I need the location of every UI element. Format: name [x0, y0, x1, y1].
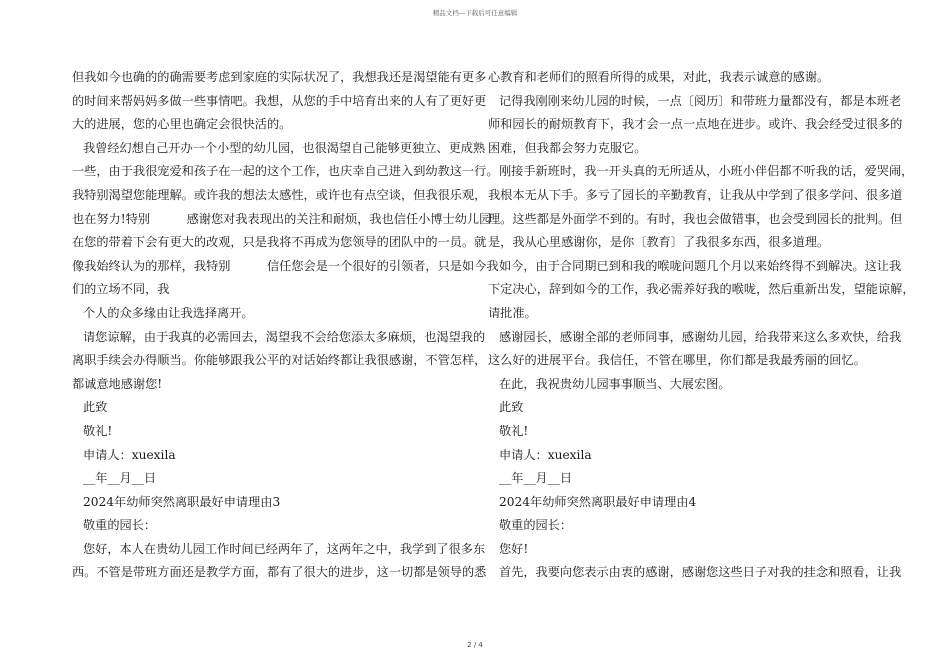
text-line: __年__月__日 [83, 471, 157, 486]
text-line: 下定决心，辞到如今的工作，我必需养好我的喉咙，然后重新出发，望能谅解， [488, 282, 915, 297]
text-line: 2024年幼师突然离职最好申请理由3 [83, 494, 281, 509]
text-line: 记得我刚刚来幼儿园的时候，一点〔阅历〕和带班力量都没有，都是本班老 [499, 93, 902, 108]
text-line: 也在努力!特别 感谢您对我表现出的关注和耐烦，我也信任小博士幼儿园 [72, 211, 492, 226]
text-line: 我根本无从下手。多亏了园长的辛勤教育，让我从中学到了很多学问、很多道 [488, 187, 903, 202]
text-line: 心教育和老师们的照看所得的成果，对此，我表示诚意的感谢。 [488, 70, 830, 84]
text-line: 敬礼! [499, 423, 529, 438]
text-line: 请您谅解，由于我真的必需回去，渴望我不会给您添太多麻烦，也渴望我的 [83, 329, 486, 344]
text-line: 们的立场不同，我 [72, 282, 170, 297]
text-line: 在您的带着下会有更大的改观，只是我将不再成为您领导的团队中的一员。就 [72, 235, 487, 250]
text-line: 困难，但我都会努力克服它。 [488, 140, 647, 155]
text-line: 感谢园长，感谢全部的老师同事，感谢幼儿园，给我带来这么多欢快，给我 [499, 329, 902, 344]
text-line: 大的进展，您的心里也确定会很快活的。 [72, 117, 292, 132]
text-line: 但我如今也确的的确需要考虑到家庭的实际状况了，我想我还是渴望能有更多 [72, 70, 487, 84]
text-line: 在此，我祝贵幼儿园事事顺当、大展宏图。 [499, 376, 731, 391]
text-line: 个人的众多缘由让我选择离开。 [83, 305, 254, 320]
text-line: 申请人：xuexila [499, 447, 592, 462]
text-line: 如今，由于合同期已到和我的喉咙问题几个月以来始终得不到解决。这让我 [499, 258, 902, 273]
text-line: 申请人：xuexila [83, 447, 176, 462]
text-line: 您好! [499, 541, 529, 556]
text-line: __年__月__日 [499, 471, 573, 486]
page-header: 精品文档---下载后可任意编辑 [432, 9, 518, 17]
text-line: 此致 [499, 400, 524, 415]
text-line: 一些，由于我很宠爱和孩子在一起的这个工作，也庆幸自己进入到幼教这一行。 [72, 164, 499, 179]
right-text-column [488, 66, 915, 585]
text-line: 的时间来帮妈妈多做一些事情吧。我想，从您的手中培育出来的人有了更好更 [72, 93, 487, 108]
text-line: 我特别渴望您能理解。或许我的想法太感性，或许也有点空谈，但我很乐观， [72, 187, 487, 202]
text-line: 离职手续会办得顺当。你能够跟我公平的对话始终都让我很感谢，不管怎样， [72, 353, 487, 368]
text-line: 是，我从心里感谢你，是你〔教育〕了我很多东西，很多道理。 [488, 235, 830, 250]
text-line: 理。这些都是外面学不到的。有时，我也会做错事，也会受到园长的批判。但 [488, 211, 903, 226]
text-line: 像我始终认为的那样，我特别 信任您会是一个很好的引领者，只是如今我 [72, 258, 499, 273]
text-line: 请批准。 [488, 305, 537, 320]
text-line: 此致 [83, 400, 108, 415]
text-line: 您好，本人在贵幼儿园工作时间已经两年了，这两年之中，我学到了很多东 [83, 541, 486, 556]
text-line: 都诚意地感谢您! [72, 376, 163, 391]
text-line: 师和园长的耐烦教育下，我才会一点一点地在进步。或许、我会经受过很多的 [488, 117, 903, 132]
text-line: 刚接手新班时，我一开头真的无所适从，小班小伴侣都不听我的话，爱哭闹， [499, 164, 914, 179]
text-line: 首先，我要向您表示由衷的感谢，感谢您这些日子对我的挂念和照看，让我 [499, 565, 902, 580]
text-line: 敬重的园长： [499, 518, 573, 533]
left-text-column [72, 66, 499, 585]
text-line: 我曾经幻想自己开办一个小型的幼儿园，也很渴望自己能够更独立、更成熟 [83, 140, 486, 155]
page-number: 2 / 4 [467, 641, 483, 649]
text-line: 敬礼! [83, 423, 113, 438]
text-line: 这么好的进展平台。我信任，不管在哪里，你们都是我最秀丽的回忆。 [488, 353, 866, 368]
text-line: 敬重的园长： [83, 518, 157, 533]
text-line: 西。不管是带班方面还是教学方面，都有了很大的进步，这一切都是领导的悉 [72, 565, 487, 580]
text-line: 2024年幼师突然离职最好申请理由4 [499, 494, 697, 509]
